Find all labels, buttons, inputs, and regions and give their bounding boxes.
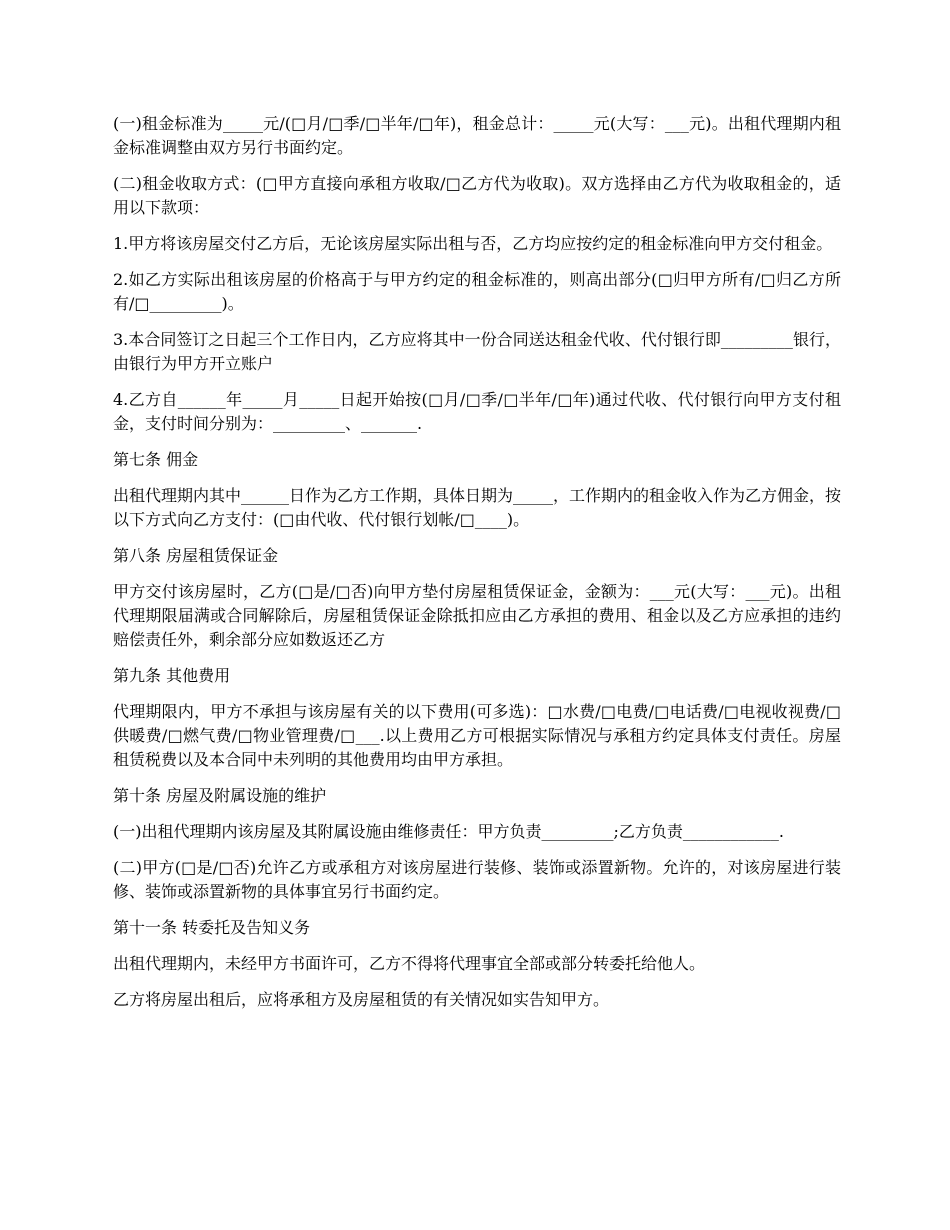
clause-1-paragraph: 1.甲方将该房屋交付乙方后，无论该房屋实际出租与否，乙方均应按约定的租金标准向甲方交付租金。 [113,234,833,253]
maintenance-paragraph: (一)出租代理期内该房屋及其附属设施由维修责任：甲方负责_________;乙方负责____________. [113,822,784,841]
rent-collection-method-paragraph: (二)租金收取方式：(□甲方直接向承租方收取/□乙方代为收取)。双方选择由乙方代为收取租金的，适用以下款项： [113,174,841,217]
clause-2-paragraph: 2.如乙方实际出租该房屋的价格高于与甲方约定的租金标准的，则高出部分(□归甲方所有/□归乙方所有/□_________)。 [113,270,841,313]
article-10-heading: 第十条 房屋及附属设施的维护 [113,786,327,805]
renovation-paragraph: (二)甲方(□是/□否)允许乙方或承租方对该房屋进行装修、装饰或添置新物。允许的，对该房屋进行装修、装饰或添置新物的具体事宜另行书面约定。 [113,858,841,901]
other-fees-paragraph: 代理期限内，甲方不承担与该房屋有关的以下费用(可多选)：□水费/□电费/□电话费/□电视收视费/□供暖费/□燃气费/□物业管理费/□___.以上费用乙方可根据实际情况与承租方约定具体支付责任。房屋租赁税费以及本合同中未列明的其他费用均由甲方承担。 [113,702,841,769]
commission-paragraph: 出租代理期内其中______日作为乙方工作期，具体日期为_____，工作期内的租金收入作为乙方佣金，按以下方式向乙方支付：(□由代收、代付银行划帐/□____)。 [113,486,842,529]
document-page [113,112,841,1024]
article-11-heading: 第十一条 转委托及告知义务 [113,918,311,937]
clause-4-paragraph: 4.乙方自______年_____月_____日起开始按(□月/□季/□半年/□年)通过代收、代付银行向甲方支付租金，支付时间分别为：_________、_______. [113,390,841,433]
sub-delegation-paragraph: 出租代理期内，未经甲方书面许可，乙方不得将代理事宜全部或部分转委托给他人。 [113,954,706,973]
clause-3-paragraph: 3.本合同签订之日起三个工作日内，乙方应将其中一份合同送达租金代收、代付银行即_________银行，由银行为甲方开立账户 [113,330,841,373]
article-7-heading: 第七条 佣金 [113,450,199,469]
rent-standard-paragraph: (一)租金标准为_____元/(□月/□季/□半年/□年)，租金总计：_____元(大写：___元)。出租代理期内租金标准调整由双方另行书面约定。 [113,114,841,157]
article-8-heading: 第八条 房屋租赁保证金 [113,546,279,565]
notification-paragraph: 乙方将房屋出租后，应将承租方及房屋租赁的有关情况如实告知甲方。 [113,990,610,1009]
deposit-paragraph: 甲方交付该房屋时，乙方(□是/□否)向甲方垫付房屋租赁保证金，金额为：___元(大写：___元)。出租代理期限届满或合同解除后，房屋租赁保证金除抵扣应由乙方承担的费用、租金以及乙方应承担的违约赔偿责任外，剩余部分应如数返还乙方 [113,582,841,649]
article-9-heading: 第九条 其他费用 [113,666,231,685]
